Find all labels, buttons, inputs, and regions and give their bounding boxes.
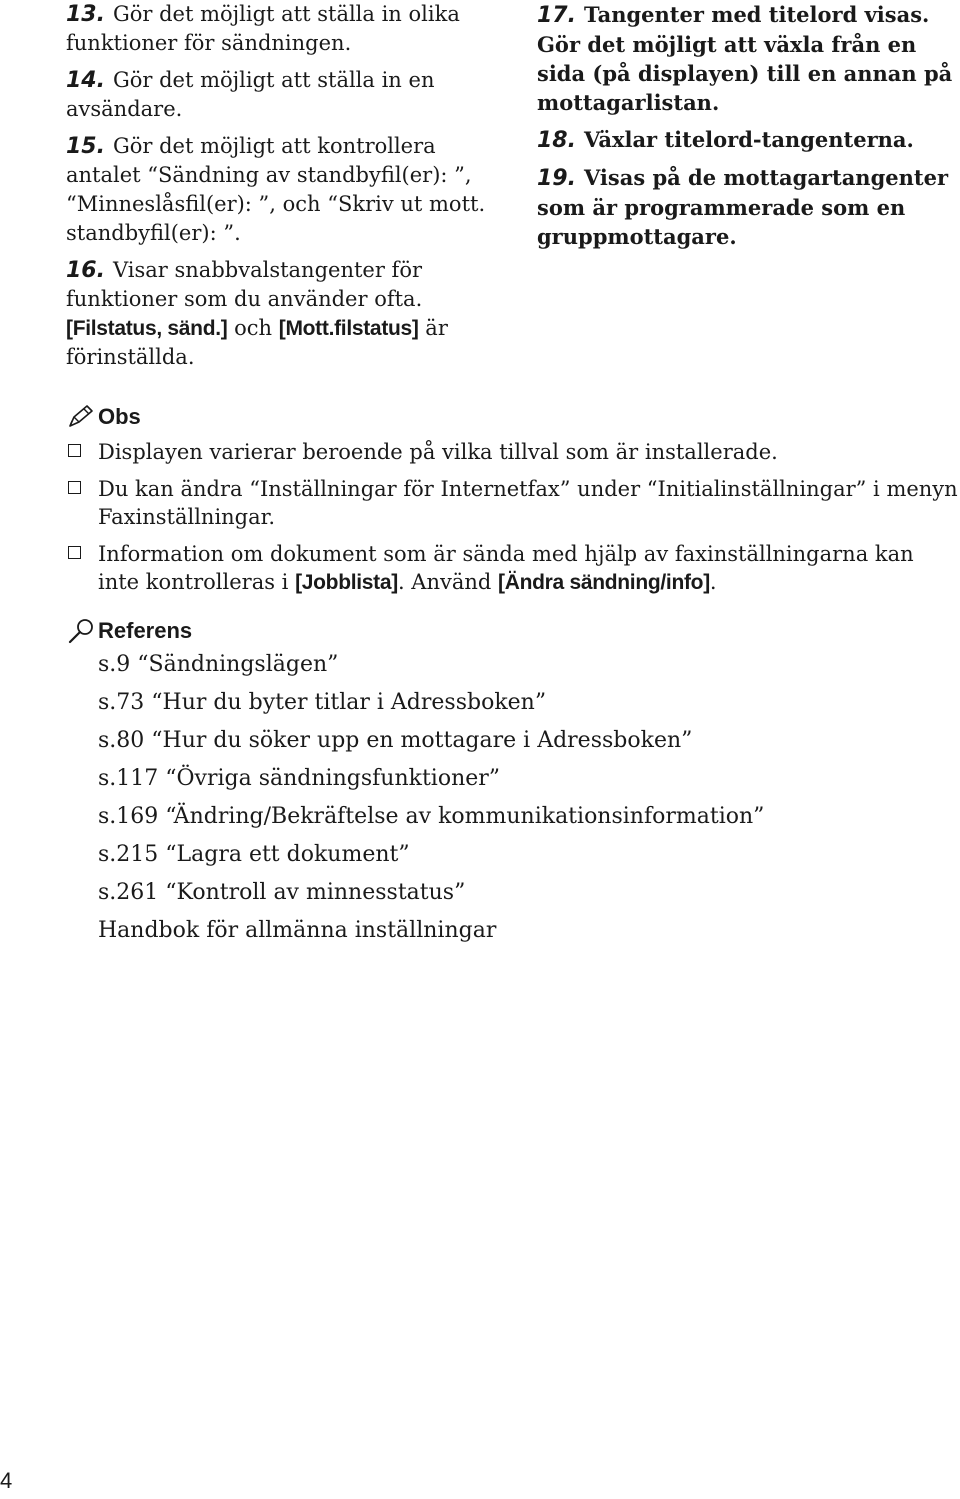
obs-section bbox=[66, 402, 960, 606]
list-item-17 bbox=[537, 0, 957, 117]
obs-title: Obs bbox=[98, 404, 141, 429]
item-text: Växlar titelord-tangenterna. bbox=[583, 127, 914, 152]
note-text: Information om dokument som är sända med hjälp av faxinställningarna kan inte kontrolleras i bbox=[98, 542, 914, 594]
item-text: Gör det möjligt att kontrollera antalet “Sändning av standbyfil(er): ”, “Minneslåsfil(er): ”, och “Skriv ut mott. standbyfil(er): ”. bbox=[66, 134, 486, 245]
note-item bbox=[66, 540, 960, 597]
key-mott-filstatus: [Mott.filstatus] bbox=[278, 317, 419, 340]
item-text: Gör det möjligt att ställa in en avsändare. bbox=[66, 68, 435, 121]
checkbox-bullet bbox=[68, 444, 81, 457]
reference-item: Handbok för allmänna inställningar bbox=[98, 918, 497, 943]
item-text: Visar snabbvalstangenter för funktioner som du använder ofta. bbox=[66, 258, 423, 311]
list-item-15 bbox=[66, 132, 486, 248]
item-number: 17. bbox=[537, 3, 576, 28]
item-number: 16. bbox=[66, 258, 105, 283]
reference-item: s.80 “Hur du söker upp en mottagare i Adressboken” bbox=[98, 728, 693, 753]
list-item-19 bbox=[537, 163, 957, 251]
note-text: Du kan ändra “Inställningar för Internetfax” under “Initialinställningar” i menyn Faxinställningar. bbox=[98, 477, 958, 529]
key-jobblista: [Jobblista] bbox=[295, 571, 398, 594]
reference-item: s.169 “Ändring/Bekräftelse av kommunikationsinformation” bbox=[98, 804, 765, 829]
obs-heading bbox=[66, 402, 960, 432]
item-number: 18. bbox=[537, 128, 576, 153]
item-number: 14. bbox=[66, 68, 105, 93]
magnifier-icon bbox=[66, 617, 98, 645]
item-number: 15. bbox=[66, 134, 105, 159]
checkbox-bullet bbox=[68, 546, 81, 559]
list-item-13 bbox=[66, 0, 486, 58]
note-text: . bbox=[709, 570, 717, 594]
reference-item: s.73 “Hur du byter titlar i Adressboken” bbox=[98, 690, 547, 715]
list-item-14 bbox=[66, 66, 486, 124]
item-text: Gör det möjligt att ställa in olika funktioner för sändningen. bbox=[66, 2, 460, 55]
note-item bbox=[66, 475, 960, 531]
referens-section bbox=[66, 616, 960, 950]
referens-title: Referens bbox=[98, 618, 193, 643]
reference-list bbox=[66, 646, 960, 950]
note-text: Displayen varierar beroende på vilka tillval som är installerade. bbox=[98, 440, 778, 464]
referens-heading bbox=[66, 616, 960, 646]
list-item-16 bbox=[66, 256, 486, 372]
checkbox-bullet bbox=[68, 481, 81, 494]
reference-item: s.215 “Lagra ett dokument” bbox=[98, 842, 410, 867]
note-item bbox=[66, 438, 960, 466]
reference-item: s.9 “Sändningslägen” bbox=[98, 652, 339, 677]
item-number: 19. bbox=[537, 166, 576, 191]
item-number: 13. bbox=[66, 2, 105, 27]
list-item-18 bbox=[537, 125, 957, 155]
left-column bbox=[66, 0, 486, 380]
reference-item: s.117 “Övriga sändningsfunktioner” bbox=[98, 766, 501, 791]
item-text: Tangenter med titelord visas. Gör det möjligt att växla från en sida (på displayen) till en annan på mottagarlistan. bbox=[537, 2, 953, 115]
pencil-icon bbox=[66, 403, 98, 431]
item-text: Visas på de mottagartangenter som är programmerade som en gruppmottagare. bbox=[537, 165, 949, 249]
page-number: 4 bbox=[0, 1468, 13, 1493]
key-filstatus-sand: [Filstatus, sänd.] bbox=[66, 317, 228, 340]
item-text: och bbox=[234, 316, 273, 340]
note-text: . Använd bbox=[397, 570, 492, 594]
item-text: är förinställda. bbox=[66, 316, 448, 369]
reference-item: s.261 “Kontroll av minnesstatus” bbox=[98, 880, 466, 905]
key-andra-sandning-info: [Ändra sändning/info] bbox=[498, 571, 710, 594]
right-column bbox=[537, 0, 957, 259]
